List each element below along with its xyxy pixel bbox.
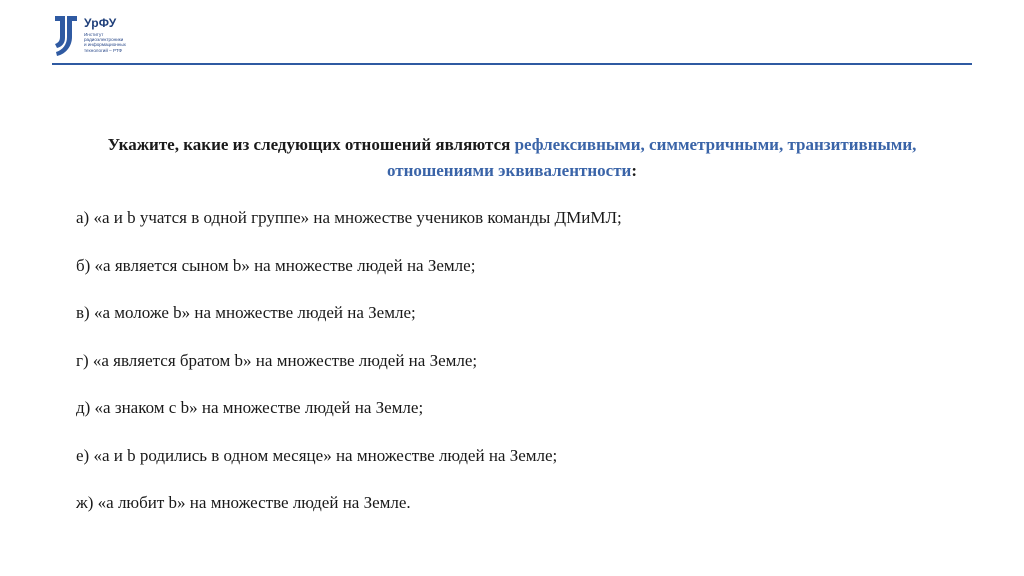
header-divider [52, 63, 972, 65]
question-highlight: рефлексивными, симметричными, транзитивными, отношениями эквивалентности [386, 135, 917, 180]
list-item: ж) «a любит b» на множестве людей на Земле. [76, 493, 411, 512]
logo-title: УрФУ [84, 16, 117, 30]
list-item: в) «a моложе b» на множестве людей на Земле; [76, 303, 416, 322]
list-item: е) «a и b родились в одном месяце» на множестве людей на Земле; [76, 445, 558, 465]
question-text [72, 132, 952, 184]
list-item: д) «a знаком с b» на множестве людей на Земле; [76, 398, 424, 417]
logo-sub-line: Институт [84, 32, 104, 37]
question-end: : [631, 161, 638, 180]
list-item: а) «a и b учатся в одной группе» на множестве учеников команды ДМиМЛ; [76, 208, 622, 227]
question-prefix: Укажите, какие из следующих отношений являются [107, 135, 515, 154]
slide-header [0, 0, 1024, 70]
logo-sub-line: и информационных [84, 42, 126, 48]
urfu-logo [52, 14, 162, 60]
logo-subtitle [84, 32, 174, 53]
logo-sub-line: технологий – РТФ [84, 47, 122, 53]
list-item: б) «a является сыном b» на множестве людей на Земле; [76, 255, 476, 275]
relation-list [76, 208, 976, 541]
list-item: г) «a является братом b» на множестве людей на Земле; [76, 350, 478, 370]
logo-sub-line: радиоэлектроники [84, 37, 124, 43]
urfu-logo-icon [52, 14, 80, 58]
